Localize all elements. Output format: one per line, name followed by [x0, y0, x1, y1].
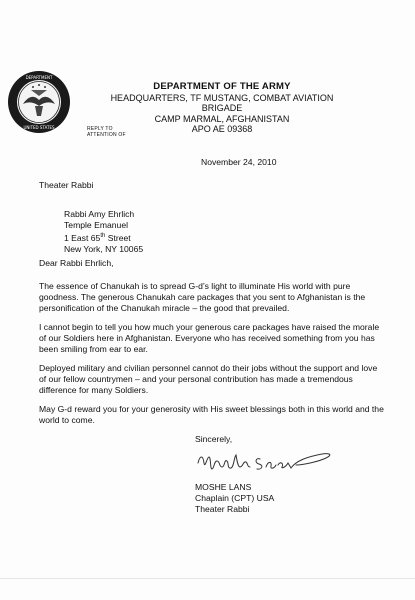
body-paragraph: Deployed military and civilian personnel cannot do their jobs without the support and love of our fellow countrymen – and your personal contribution has made a tremendous difference for many Soldiers. [39, 363, 378, 395]
recipient-name: Rabbi Amy Ehrlich [64, 209, 135, 219]
salutation: Dear Rabbi Ehrlich, [39, 258, 114, 268]
letterhead [92, 82, 352, 135]
svg-text:DEPARTMENT: DEPARTMENT [25, 75, 53, 80]
body-paragraph: I cannot begin to tell you how much your generous care packages have raised the morale of our Soldiers here in Afghanistan. Everyone who has received something from you has been smiling from ear to ear. [39, 322, 380, 354]
recipient-address [64, 209, 143, 255]
closing: Sincerely, [195, 434, 233, 444]
bottom-divider [0, 578, 415, 579]
street-number: 1 East 65 [64, 232, 101, 243]
body-paragraph: May G-d reward you for your generosity with His sweet blessings both in this world and the world to come. [39, 404, 384, 425]
signatory-title: Theater Rabbi [195, 504, 250, 514]
handwritten-signature [196, 449, 336, 477]
letterhead-line-unit: HEADQUARTERS, TF MUSTANG, COMBAT AVIATION BRIGADE [110, 92, 334, 113]
recipient-street [64, 231, 143, 244]
signatory-name: MOSHE LANS [195, 482, 252, 492]
sender-title: Theater Rabbi [39, 180, 94, 190]
svg-text:UNITED STATES: UNITED STATES [23, 125, 55, 130]
letter-date: November 24, 2010 [201, 157, 277, 167]
reply-to-line1: REPLY TO [87, 126, 113, 132]
reply-to-label [87, 126, 126, 138]
recipient-organization: Temple Emanuel [64, 220, 129, 230]
signature-block [195, 482, 274, 515]
signatory-rank: Chaplain (CPT) USA [195, 493, 275, 503]
reply-to-line2: ATTENTION OF [87, 132, 126, 138]
department-of-defense-seal-icon [7, 70, 71, 134]
organization-name: DEPARTMENT OF THE ARMY [153, 81, 291, 92]
street-name: Street [105, 232, 131, 243]
letterhead-line-apo: APO AE 09368 [191, 124, 253, 134]
street-ordinal: th [100, 233, 106, 239]
letterhead-line-location: CAMP MARMAL, AFGHANISTAN [154, 113, 290, 124]
recipient-city: New York, NY 10065 [64, 243, 144, 254]
body-paragraph: The essence of Chanukah is to spread G-d’s light to illuminate His world with pure goodness. The generous Chanukah care packages that you sent to Afghanistan is the personification of the Chanukah miracle – the good that prevailed. [39, 281, 366, 313]
